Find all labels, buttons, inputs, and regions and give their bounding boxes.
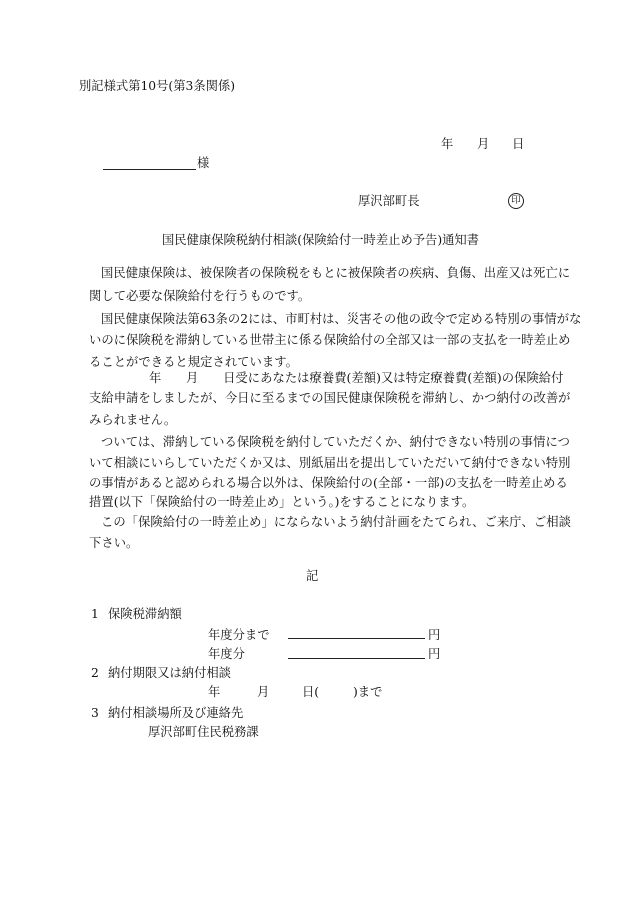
- date-year: 年: [441, 137, 454, 151]
- addressee-name-line: [103, 157, 196, 170]
- body-line: 措置(以下「保険給付の一時差止め」という。)をすることになります。: [89, 495, 475, 509]
- document-title: 国民健康保険税納付相談(保険給付一時差止め予告)通知書: [162, 233, 480, 247]
- body-line: 国民健康保険法第63条の2には、市町村は、災害その他の政令で定める特別の事情がな: [101, 312, 582, 326]
- body-line: 支給申請をしましたが、今日に至るまでの国民健康保険税を滞納し、かつ納付の改善が: [89, 391, 571, 405]
- date-month: 月: [477, 137, 490, 151]
- item2-month: 月: [257, 685, 270, 699]
- body-line: 国民健康保険は、被保険者の保険税をもとに被保険者の疾病、負傷、出産又は死亡に: [101, 266, 571, 280]
- item2-until: )まで: [353, 685, 383, 699]
- form-number: 別記様式第10号(第3条関係): [79, 79, 236, 93]
- ki-heading: 記: [306, 569, 319, 583]
- body-line: 年 月 日受にあなたは療養費(差額)又は特定療養費(差額)の保険給付: [149, 371, 564, 385]
- item3-label: 納付相談場所及び連絡先: [108, 706, 244, 720]
- item1-row1-unit: 円: [428, 628, 441, 642]
- item1-label: 保険税滞納額: [108, 607, 182, 621]
- item2-year: 年: [208, 685, 221, 699]
- item1-row2-amount-line: [288, 646, 425, 659]
- issuer-name: 厚沢部町長: [358, 194, 420, 208]
- item2-label: 納付期限又は納付相談: [108, 666, 231, 680]
- item1-row2-label: 年度分: [208, 647, 245, 661]
- date-day: 日: [512, 137, 525, 151]
- item1-row1-amount-line: [288, 626, 425, 639]
- body-line: の事情があると認められる場合以外は、保険給付の(全部・一部)の支払を一時差止める: [89, 476, 568, 490]
- item2-day: 日(: [302, 685, 320, 699]
- body-line: 関して必要な保険給付を行うものです。: [89, 289, 311, 303]
- body-line: いて相談にいらしていただくか又は、別紙届出を提出していただいて納付できない特別: [89, 456, 571, 470]
- body-line: みられません。: [89, 413, 177, 427]
- item1-row2-unit: 円: [428, 647, 441, 661]
- body-line: 下さい。: [89, 536, 139, 550]
- body-line: いのに保険税を滞納している世帯主に係る保険給付の全部又は一部の支払を一時差止め: [89, 333, 571, 347]
- item3-number: 3: [91, 706, 99, 720]
- item1-number: 1: [91, 607, 99, 621]
- body-line: ついては、滞納している保険税を納付していただくか、納付できない特別の事情につ: [101, 435, 570, 449]
- seal-stamp-icon: 印: [508, 193, 524, 209]
- addressee-suffix: 様: [197, 156, 210, 170]
- item3-office: 厚沢部町住民税務課: [148, 725, 259, 739]
- body-line: ることができると規定されています。: [89, 355, 298, 369]
- item2-number: 2: [91, 666, 99, 680]
- body-line: この「保険給付の一時差止め」にならないよう納付計画をたてられ、ご来庁、ご相談: [101, 515, 571, 529]
- item1-row1-label: 年度分まで: [208, 628, 270, 642]
